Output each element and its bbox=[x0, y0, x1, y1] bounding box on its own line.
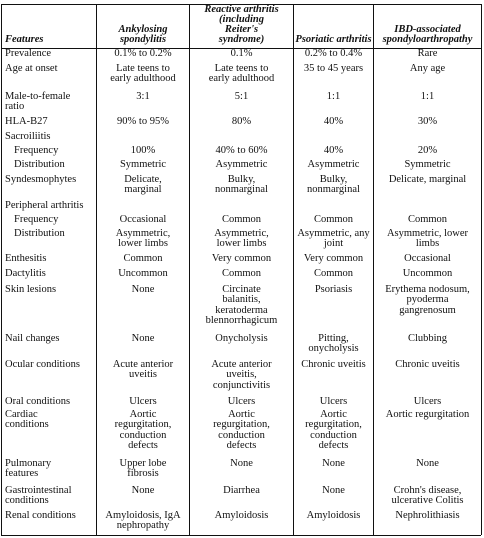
cell-ibd: 30% bbox=[417, 116, 438, 127]
cell-ibd: Erythema nodosum, pyoderma gangrenosum bbox=[385, 284, 470, 316]
row-label-enthesitis: Enthesitis bbox=[5, 253, 47, 264]
cell-ra: Common bbox=[221, 214, 262, 225]
header-ankylosing-spondylitis: Ankylosing spondylitis bbox=[118, 24, 168, 45]
cell-ibd: 20% bbox=[417, 145, 438, 156]
cell-pa: None bbox=[322, 485, 345, 496]
cell-ibd: Delicate, marginal bbox=[388, 174, 467, 185]
cell-ibd: Aortic regurgitation bbox=[385, 409, 470, 420]
cell-ibd: Symmetric bbox=[404, 159, 451, 170]
cell-ibd: Any age bbox=[409, 63, 446, 74]
cell-pa: Ulcers bbox=[319, 396, 348, 407]
row-label-gastrointestinal-conditions: Gastrointestinal conditions bbox=[5, 485, 72, 507]
cell-ra: 40% to 60% bbox=[215, 145, 268, 156]
cell-pa: 40% bbox=[323, 145, 344, 156]
cell-pa: 35 to 45 years bbox=[303, 63, 364, 74]
cell-ra: Circinate balanitis, keratoderma blennorrhagicum bbox=[205, 284, 278, 327]
cell-ibd: 1:1 bbox=[420, 91, 435, 102]
cell-pa: Psoriasis bbox=[314, 284, 353, 295]
cell-as: Delicate, marginal bbox=[124, 174, 162, 196]
cell-ibd: Occasional bbox=[404, 253, 451, 264]
header-reactive-arthritis: Reactive arthritis (including Reiter's syndrome) bbox=[204, 4, 279, 45]
cell-as: None bbox=[131, 333, 155, 344]
cell-ra: Acute anterior uveitis, conjunctivitis bbox=[211, 359, 272, 391]
cell-as: Occasional bbox=[119, 214, 167, 225]
row-label-syndesmophytes: Syndesmophytes bbox=[5, 174, 77, 185]
cell-ra: Late teens to early adulthood bbox=[208, 63, 275, 85]
row-label-male-to-female-ratio: Male-to-female ratio bbox=[5, 91, 71, 113]
row-label-prevalence: Prevalence bbox=[5, 48, 52, 59]
cell-pa: Very common bbox=[303, 253, 364, 264]
row-label-frequency: Frequency bbox=[14, 145, 59, 156]
cell-ibd: Ulcers bbox=[413, 396, 442, 407]
cell-pa: Common bbox=[313, 214, 354, 225]
cell-ra: Ulcers bbox=[227, 396, 256, 407]
row-label-distribution: Distribution bbox=[14, 228, 65, 239]
row-label-skin-lesions: Skin lesions bbox=[5, 284, 57, 295]
cell-ra: Amyloidosis bbox=[214, 510, 269, 521]
cell-as: None bbox=[131, 284, 155, 295]
cell-pa: Bulky, nonmarginal bbox=[307, 174, 360, 196]
row-label-ocular-conditions: Ocular conditions bbox=[5, 359, 80, 370]
cell-ra: Asymmetric, lower limbs bbox=[214, 228, 269, 250]
cell-pa: Chronic uveitis bbox=[301, 359, 366, 370]
cell-as: 0.1% to 0.2% bbox=[114, 48, 172, 59]
cell-ibd: Chronic uveitis bbox=[395, 359, 460, 370]
cell-ra: Very common bbox=[211, 253, 272, 264]
cell-as: Symmetric bbox=[119, 159, 167, 170]
cell-ibd: Crohn's disease, ulcerative Colitis bbox=[391, 485, 464, 507]
row-label-oral-conditions: Oral conditions bbox=[5, 396, 71, 407]
table-border-left bbox=[1, 4, 2, 535]
cell-ra: Asymmetric bbox=[215, 159, 268, 170]
cell-ibd: None bbox=[416, 458, 439, 469]
section-label-peripheral-arthritis: Peripheral arthritis bbox=[5, 200, 84, 211]
row-label-pulmonary-features: Pulmonary features bbox=[5, 458, 52, 480]
table-border-bottom bbox=[1, 535, 481, 536]
cell-ibd: Uncommon bbox=[402, 268, 453, 279]
table-border-right bbox=[481, 4, 482, 535]
cell-as: Uncommon bbox=[118, 268, 168, 279]
cell-pa: Amyloidosis bbox=[306, 510, 361, 521]
header-ibd-spondyloarthropathy: IBD-associated spondyloarthropathy bbox=[382, 24, 473, 45]
cell-pa: 40% bbox=[323, 116, 344, 127]
cell-as: Amyloidosis, IgA nephropathy bbox=[105, 510, 181, 532]
cell-pa: Common bbox=[313, 268, 354, 279]
row-label-nail-changes: Nail changes bbox=[5, 333, 60, 344]
cell-as: Upper lobe fibrosis bbox=[119, 458, 167, 480]
cell-pa: 1:1 bbox=[326, 91, 341, 102]
header-psoriatic-arthritis: Psoriatic arthritis bbox=[295, 34, 372, 45]
cell-as: Acute anterior uveitis bbox=[112, 359, 174, 381]
cell-ibd: Asymmetric, lower limbs bbox=[386, 228, 469, 250]
cell-ra: Onycholysis bbox=[215, 333, 268, 344]
cell-ibd: Rare bbox=[417, 48, 438, 59]
row-label-hla-b27: HLA-B27 bbox=[5, 116, 48, 127]
cell-pa: Aortic regurgitation, conduction defects bbox=[305, 409, 362, 452]
cell-ra: 0.1% bbox=[230, 48, 253, 59]
cell-ibd: Clubbing bbox=[407, 333, 448, 344]
cell-ra: Aortic regurgitation, conduction defects bbox=[213, 409, 270, 452]
cell-pa: Pitting, onycholysis bbox=[308, 333, 359, 355]
row-label-dactylitis: Dactylitis bbox=[5, 268, 46, 279]
row-label-frequency: Frequency bbox=[14, 214, 59, 225]
cell-as: 3:1 bbox=[136, 91, 150, 102]
cell-ra: 5:1 bbox=[234, 91, 249, 102]
cell-as: Ulcers bbox=[129, 396, 157, 407]
cell-ra: Common bbox=[221, 268, 262, 279]
cell-pa: Asymmetric bbox=[307, 159, 360, 170]
cell-ra: 80% bbox=[231, 116, 252, 127]
row-label-renal-conditions: Renal conditions bbox=[5, 510, 76, 521]
cell-as: None bbox=[131, 485, 155, 496]
cell-as: 100% bbox=[130, 145, 156, 156]
cell-ra: Diarrhea bbox=[223, 485, 260, 496]
row-label-distribution: Distribution bbox=[14, 159, 65, 170]
cell-as: Aortic regurgitation, conduction defects bbox=[114, 409, 172, 452]
section-label-sacroiliitis: Sacroiliitis bbox=[5, 131, 51, 142]
cell-as: 90% to 95% bbox=[117, 116, 169, 127]
cell-ibd: Nephrolithiasis bbox=[395, 510, 460, 521]
cell-pa: 0.2% to 0.4% bbox=[304, 48, 363, 59]
cell-ibd: Common bbox=[407, 214, 448, 225]
header-features: Features bbox=[5, 34, 44, 45]
row-label-cardiac-conditions: Cardiac conditions bbox=[5, 409, 49, 431]
cell-pa: None bbox=[322, 458, 345, 469]
cell-ra: Bulky, nonmarginal bbox=[215, 174, 268, 196]
cell-as: Common bbox=[123, 253, 163, 264]
cell-as: Late teens to early adulthood bbox=[110, 63, 176, 85]
cell-ra: None bbox=[230, 458, 253, 469]
row-label-age-at-onset: Age at onset bbox=[5, 63, 58, 74]
cell-as: Asymmetric, lower limbs bbox=[115, 228, 171, 250]
cell-pa: Asymmetric, any joint bbox=[297, 228, 370, 250]
